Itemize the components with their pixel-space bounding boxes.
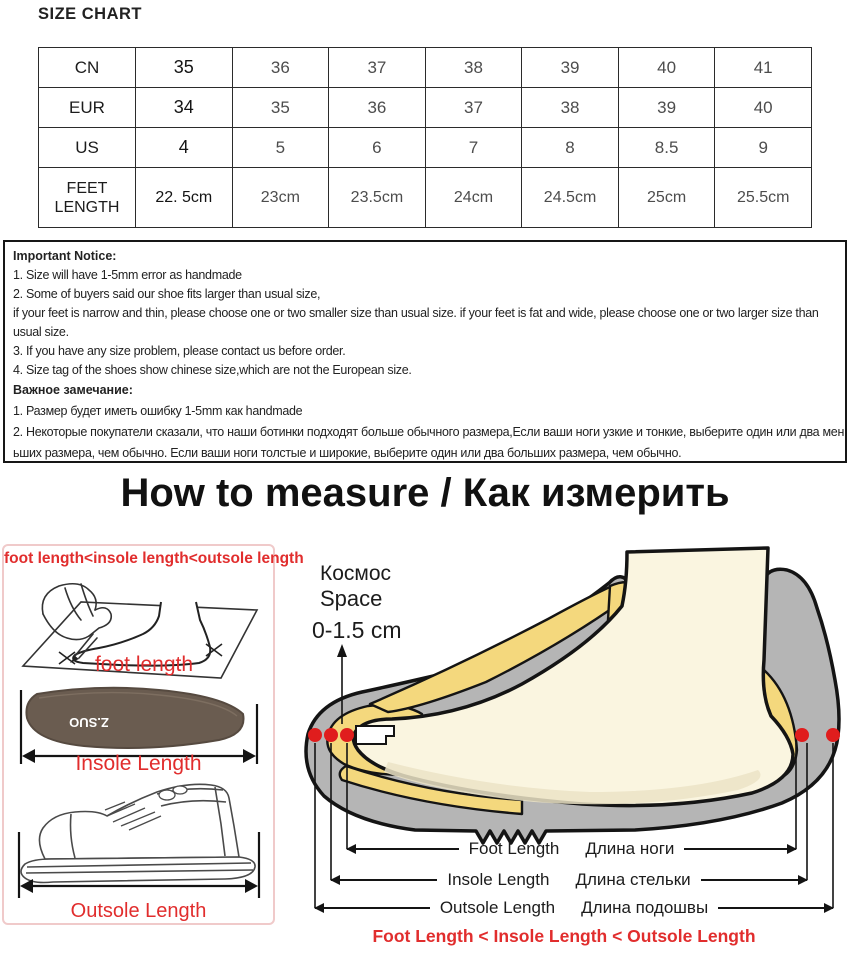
notice-line: if your feet is narrow and thin, please choose one or two smaller size than usual size. if your feet is fat and wide, please choose one or two larger size than [13, 306, 819, 320]
notice-line: ьших размера, чем обычно. Если ваши ноги толстые и широкие, выберите один или два больших размера, чем обычно. [13, 446, 682, 460]
dimension-arrow-left [331, 879, 437, 881]
notice-line: 1. Size will have 1-5mm error as handmade [13, 268, 242, 282]
size-cell: 23.5cm [329, 168, 426, 228]
space-arrowhead [337, 644, 347, 657]
space-range: 0-1.5 cm [312, 617, 402, 643]
length-formula: Foot Length < Insole Length < Outsole Length [372, 926, 756, 946]
size-cell: 7 [425, 128, 522, 168]
size-cell: 39 [522, 48, 619, 88]
outsole-length-dimension [315, 899, 833, 917]
space-label-ru: Космос [320, 562, 392, 585]
notice-title-en: Important Notice: [13, 249, 117, 263]
size-cell: 25cm [618, 168, 715, 228]
size-cell: 36 [329, 88, 426, 128]
insole-length-en: Insole Length [447, 870, 550, 889]
size-cell: 40 [715, 88, 812, 128]
size-cell: 22. 5cm [136, 168, 233, 228]
notice-line: 3. If you have any size problem, please contact us before order. [13, 344, 346, 358]
foot-and-leg [353, 548, 793, 806]
size-cell: 24.5cm [522, 168, 619, 228]
boot-sketch [9, 780, 269, 902]
size-cell: 41 [715, 48, 812, 88]
size-cell: 8.5 [618, 128, 715, 168]
notice-line: usual size. [13, 325, 69, 339]
insole-brand: Z.SUO [69, 715, 109, 730]
foot-length-en: Foot Length [468, 839, 560, 858]
shoe-cross-section-diagram [290, 522, 850, 955]
outsole-length-label: Outsole Length [70, 900, 207, 922]
notice-title-ru: Важное замечание: [13, 383, 133, 397]
measurement-guide-panel [2, 544, 304, 925]
dimension-arrow-right [718, 907, 833, 909]
table-row-us [39, 128, 812, 168]
length-inequality-text: foot length<insole length<outsole length [4, 550, 304, 567]
page-title: SIZE CHART [38, 5, 142, 23]
dimension-arrow-right [701, 879, 807, 881]
size-cell: 9 [715, 128, 812, 168]
boot-outline [21, 784, 255, 882]
notice-line: 1. Размер будет иметь ошибку 1-5mm как handmade [13, 404, 303, 418]
measure-heading: How to measure / Как измерить [120, 471, 730, 515]
size-cell: 24cm [425, 168, 522, 228]
dimension-arrow-left [315, 907, 430, 909]
size-cell: 36 [232, 48, 329, 88]
notice-line: 2. Some of buyers said our shoe fits larger than usual size, [13, 287, 321, 301]
size-cell: 5 [232, 128, 329, 168]
outsole-length-ru: Длина подошвы [581, 898, 709, 917]
insole-shape [26, 688, 243, 748]
row-label: CN [39, 48, 136, 88]
foot-measure-sketch [9, 568, 269, 680]
size-cell: 38 [425, 48, 522, 88]
size-cell: 38 [522, 88, 619, 128]
size-cell: 25.5cm [715, 168, 812, 228]
insole-length-label: Insole Length [75, 752, 202, 775]
size-cell: 6 [329, 128, 426, 168]
size-cell: 37 [425, 88, 522, 128]
space-label-en: Space [320, 586, 383, 611]
notice-line: 4. Size tag of the shoes show chinese size,which are not the European size. [13, 363, 412, 377]
table-row-feet-length [39, 168, 812, 228]
table-row-eur [39, 88, 812, 128]
size-cell: 4 [136, 128, 233, 168]
size-cell: 23cm [232, 168, 329, 228]
size-cell: 40 [618, 48, 715, 88]
notice-box [3, 240, 847, 463]
table-row-cn [39, 48, 812, 88]
size-cell: 37 [329, 48, 426, 88]
insole-length-dimension [331, 871, 807, 889]
foot-length-dimension [347, 840, 796, 858]
size-cell: 8 [522, 128, 619, 168]
foot-length-ru: Длина ноги [585, 839, 675, 858]
dimension-arrow-left [347, 848, 459, 850]
size-cell: 35 [136, 48, 233, 88]
size-cell: 35 [232, 88, 329, 128]
measurement-section [0, 522, 850, 955]
row-label: FEET LENGTH [39, 168, 136, 228]
size-cell: 34 [136, 88, 233, 128]
size-table [38, 47, 812, 228]
notice-line: 2. Некоторые покупатели сказали, что наши ботинки подходят больше обычного размера,Если ваши ноги узкие и тонкие, выберите один или два мен [13, 425, 845, 439]
dimension-arrow-right [684, 848, 796, 850]
foot-length-label: foot length [94, 653, 194, 676]
insole-length-ru: Длина стельки [575, 870, 691, 889]
row-label: US [39, 128, 136, 168]
size-cell: 39 [618, 88, 715, 128]
row-label: EUR [39, 88, 136, 128]
outsole-length-en: Outsole Length [439, 898, 556, 917]
shoe-cross-section-art [290, 522, 850, 955]
